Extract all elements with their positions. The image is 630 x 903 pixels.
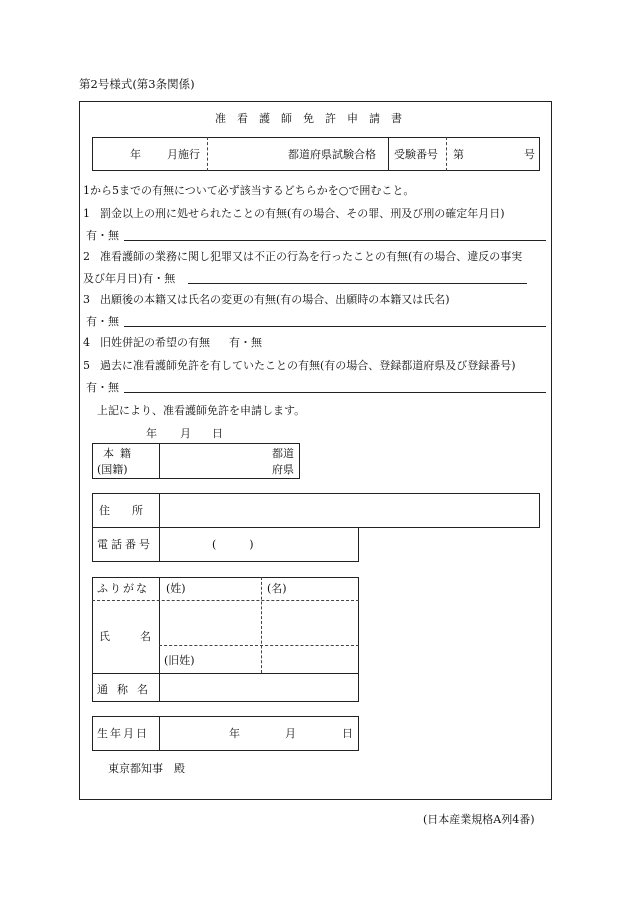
exam-number-prefix: 第 xyxy=(453,148,464,161)
question-4-answer[interactable]: 有・無 xyxy=(229,336,262,349)
exam-number-input[interactable] xyxy=(466,142,521,166)
question-4-text: 旧姓併記の希望の有無 xyxy=(100,336,210,349)
birth-month: 月 xyxy=(285,727,296,740)
date-month: 月 xyxy=(180,427,191,440)
question-3-answer[interactable]: 有・無 xyxy=(86,315,119,328)
declaration-text: 上記により、准看護師免許を申請します。 xyxy=(97,404,306,417)
address-input[interactable] xyxy=(162,496,536,525)
surname-input[interactable] xyxy=(162,603,258,643)
question-5-answer[interactable]: 有・無 xyxy=(86,381,119,394)
form-number: 第2号様式(第3条関係) xyxy=(79,77,195,91)
given-name-input[interactable] xyxy=(264,603,356,643)
addressee: 東京都知事 殿 xyxy=(108,762,185,775)
birth-day: 日 xyxy=(342,727,353,740)
exam-month-label: 月施行 xyxy=(167,148,200,161)
address-label: 住所 xyxy=(99,504,165,517)
old-name-label: (旧姓) xyxy=(164,654,195,667)
question-3-text: 出願後の本籍又は氏名の変更の有無(有の場合、出願時の本籍又は氏名) xyxy=(100,293,450,306)
question-5-num: 5 xyxy=(83,359,90,372)
question-4-num: 4 xyxy=(83,336,90,349)
exam-year-label: 年 xyxy=(130,148,141,161)
honseki-sublabel: (国籍) xyxy=(97,463,128,476)
question-5-line[interactable] xyxy=(124,392,546,393)
alias-input[interactable] xyxy=(162,676,356,700)
honseki-pref-1: 都道 xyxy=(272,447,294,460)
question-2-text: 准看護師の業務に関し犯罪又は不正の行為を行ったことの有無(有の場合、違反の事実 xyxy=(100,250,523,263)
surname-label: (姓) xyxy=(166,582,186,595)
date-day: 日 xyxy=(212,427,223,440)
honseki-pref-2: 府県 xyxy=(272,463,294,476)
birth-input[interactable] xyxy=(162,719,226,748)
question-3-num: 3 xyxy=(83,293,90,306)
birth-year: 年 xyxy=(229,727,240,740)
name-label: 氏名 xyxy=(99,630,181,643)
honseki-input[interactable] xyxy=(162,446,267,476)
question-1-num: 1 xyxy=(83,207,90,220)
phone-input[interactable]: ( ) xyxy=(212,538,254,551)
question-3-line[interactable] xyxy=(124,326,546,327)
footer-note: (日本産業規格A列4番) xyxy=(423,813,535,826)
birth-label: 生年月日 xyxy=(97,727,149,740)
form-title: 准看護師免許申請書 xyxy=(215,112,413,125)
question-1-text: 罰金以上の刑に処せられたことの有無(有の場合、その罪、刑及び刑の確定年月日) xyxy=(100,207,505,220)
alias-label: 通称名 xyxy=(97,683,157,696)
instruction-text: 1から5までの有無について必ず該当するどちらかを○で囲むこと。 xyxy=(83,184,415,197)
honseki-label: 本籍 xyxy=(103,447,137,460)
given-name-label: (名) xyxy=(267,582,287,595)
exam-number-suffix: 号 xyxy=(524,148,535,161)
question-5-text: 過去に准看護師免許を有していたことの有無(有の場合、登録都道府県及び登録番号) xyxy=(100,359,516,372)
question-1-answer[interactable]: 有・無 xyxy=(86,229,119,242)
furigana-label: ふりがな xyxy=(97,582,149,595)
exam-number-label: 受験番号 xyxy=(394,148,438,161)
phone-label: 電話番号 xyxy=(97,538,153,551)
question-2-answer[interactable]: 及び年月日)有・無 xyxy=(83,272,176,285)
date-year: 年 xyxy=(146,427,157,440)
question-1-line[interactable] xyxy=(124,240,546,241)
question-2-line[interactable] xyxy=(188,283,527,284)
question-2-num: 2 xyxy=(83,250,90,263)
prefecture-exam-label: 都道府県試験合格 xyxy=(288,148,376,161)
